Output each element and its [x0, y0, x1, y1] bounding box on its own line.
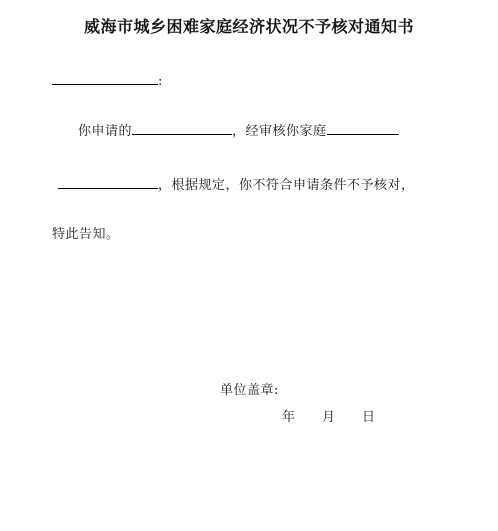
application-prefix: 你申请的	[78, 124, 133, 139]
salutation-colon: :	[158, 74, 163, 89]
date-year-label: 年	[282, 410, 296, 425]
family-status-continued-blank[interactable]	[58, 174, 158, 189]
date-month-label: 月	[322, 410, 336, 425]
paragraph-decision	[58, 174, 415, 195]
closing-line: 特此告知。	[52, 227, 120, 242]
application-item-blank[interactable]	[132, 120, 232, 135]
unit-stamp-label: 单位盖章:	[220, 383, 279, 398]
salutation-line	[52, 70, 163, 91]
recipient-name-blank[interactable]	[52, 70, 158, 85]
date-day-label: 日	[362, 410, 376, 425]
decision-text: ，根据规定，你不符合申请条件不予核对，	[158, 178, 415, 193]
application-middle: ，经审核你家庭	[232, 124, 327, 139]
document-title: 威海市城乡困难家庭经济状况不予核对通知书	[83, 17, 414, 36]
paragraph-application	[78, 120, 399, 141]
family-status-blank[interactable]	[327, 120, 399, 135]
